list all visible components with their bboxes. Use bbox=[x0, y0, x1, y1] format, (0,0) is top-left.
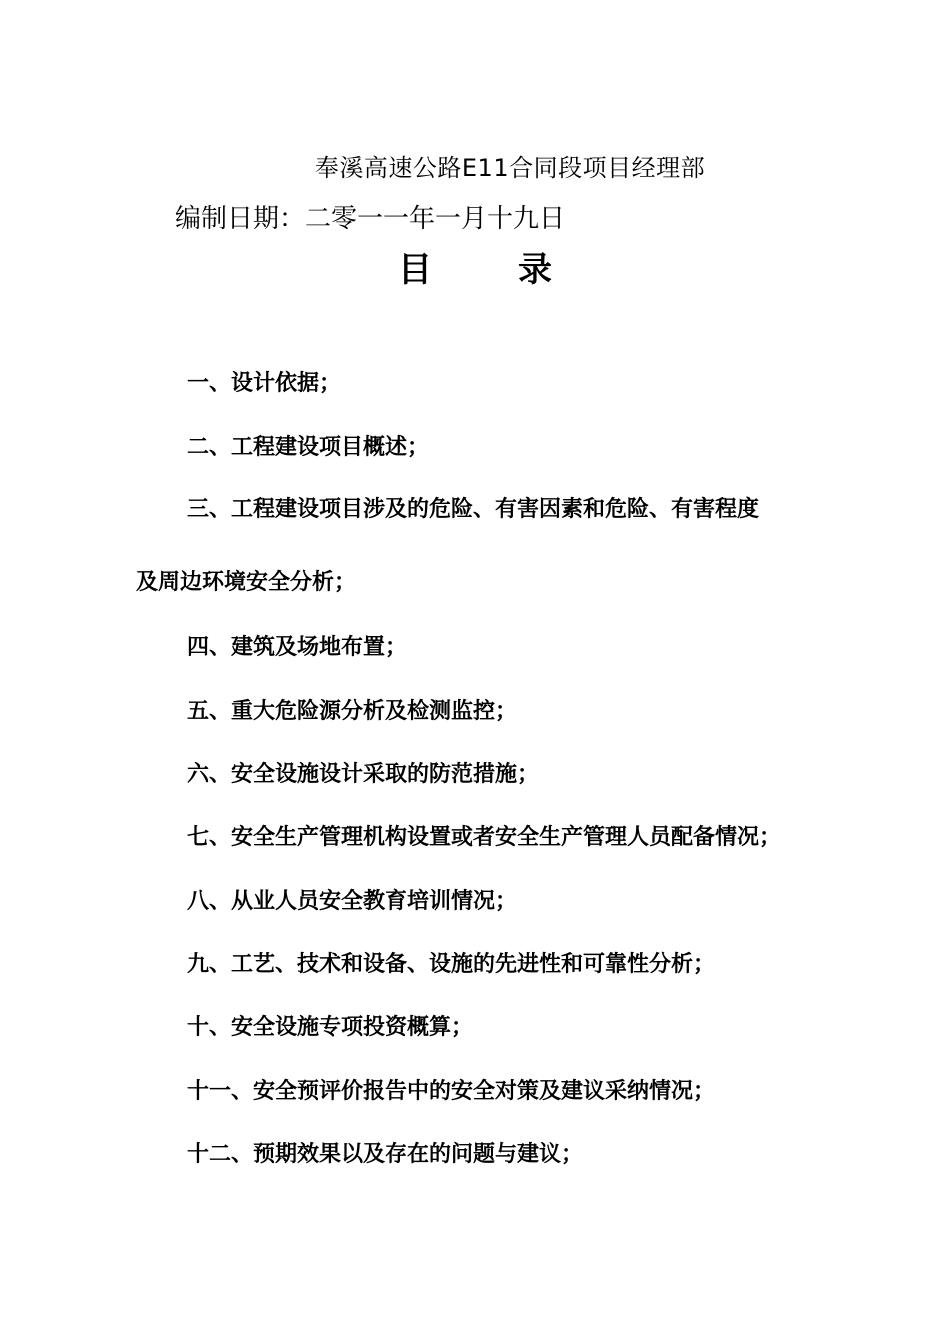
toc-title-char-1: 目 bbox=[398, 250, 432, 290]
toc-item-11: 十一、安全预评价报告中的安全对策及建议采纳情况； bbox=[187, 1079, 716, 1104]
toc-item-12: 十二、预期效果以及存在的问题与建议； bbox=[187, 1142, 584, 1167]
toc-item-1: 一、设计依据； bbox=[187, 371, 342, 396]
toc-title bbox=[0, 248, 950, 292]
toc-item-3-continued: 及周边环境安全分析； bbox=[136, 570, 357, 595]
toc-title-char-2: 录 bbox=[518, 250, 552, 290]
toc-item-10: 十、安全设施专项投资概算； bbox=[187, 1015, 474, 1040]
toc-item-6: 六、安全设施设计采取的防范措施； bbox=[187, 762, 540, 787]
toc-item-4: 四、建筑及场地布置； bbox=[187, 635, 408, 660]
toc-item-5: 五、重大危险源分析及检测监控； bbox=[187, 699, 518, 724]
toc-item-2: 二、工程建设项目概述； bbox=[187, 435, 430, 460]
compile-date-label: 编制日期： bbox=[175, 204, 306, 234]
organization-name: 奉溪高速公路E11合同段项目经理部 bbox=[314, 154, 706, 182]
toc-item-8: 八、从业人员安全教育培训情况； bbox=[187, 889, 518, 914]
toc-item-9: 九、工艺、技术和设备、设施的先进性和可靠性分析； bbox=[187, 952, 716, 977]
compile-date bbox=[175, 200, 565, 238]
toc-item-7: 七、安全生产管理机构设置或者安全生产管理人员配备情况； bbox=[187, 825, 782, 850]
toc-item-3: 三、工程建设项目涉及的危险、有害因素和危险、有害程度 bbox=[187, 497, 760, 522]
compile-date-value: 二零一一年一月十九日 bbox=[305, 204, 566, 234]
